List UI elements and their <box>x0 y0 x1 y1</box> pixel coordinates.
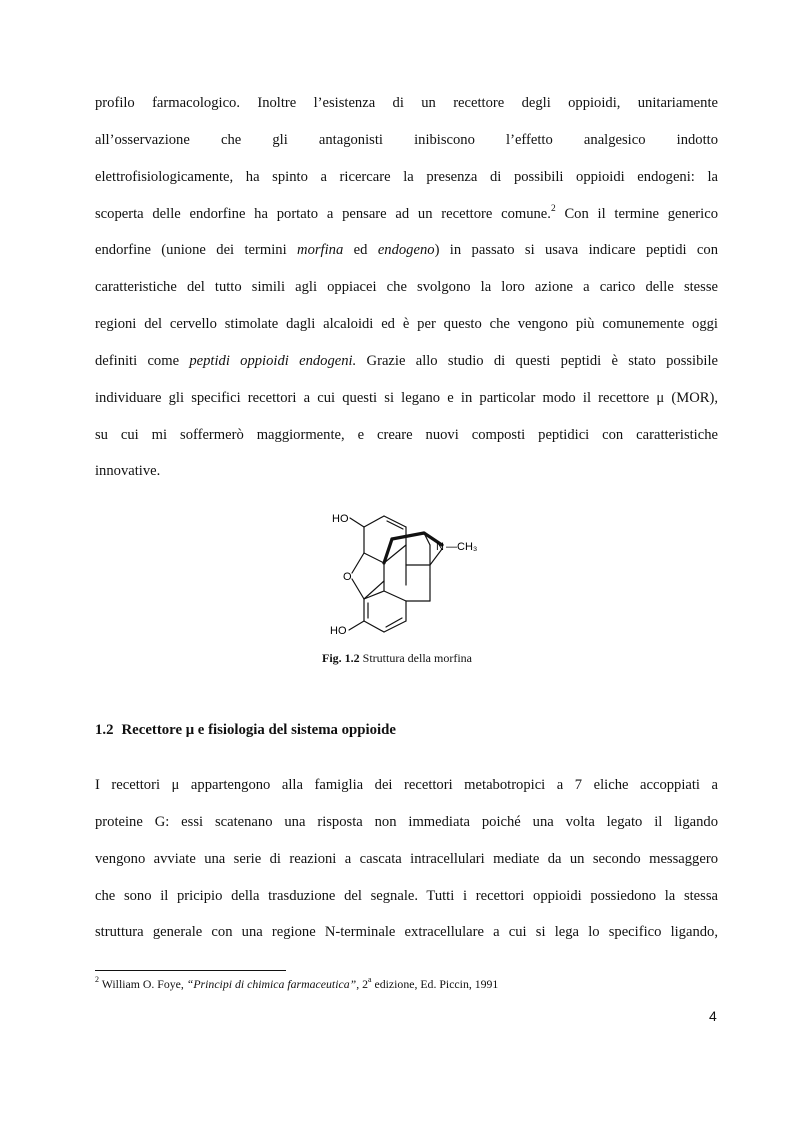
footnote-marker: 2 <box>95 975 99 985</box>
text-line: elettrofisiologicamente, ha spinto a ricercare la presenza di possibili oppioidi endogeni: la <box>95 168 718 185</box>
section-heading <box>95 722 396 739</box>
footnote-ref: 2 <box>550 203 556 214</box>
oxygen-label: O <box>343 571 352 583</box>
text-line: vengono avviate una serie di reazioni a cascata intracellulari mediate da un secondo messaggero <box>95 850 718 867</box>
text-run: ) in passato si usava indicare peptidi con <box>434 242 718 259</box>
page-number: 4 <box>709 1008 717 1024</box>
text-line: I recettori μ appartengono alla famiglia dei recettori metabotropici a 7 eliche accoppiati a <box>95 777 718 793</box>
text-run: scoperta delle endorfine ha portato a pensare ad un recettore comune. <box>95 205 551 222</box>
text-run: Grazie allo studio di questi peptidi è stato possibile <box>356 352 718 369</box>
text-run: ed <box>343 242 378 259</box>
text-line: su cui mi soffermerò maggiormente, e creare nuovi composti peptidici con caratteristiche <box>95 426 718 443</box>
text-run: definiti come <box>95 352 190 369</box>
section-title: Recettore μ e fisiologia del sistema oppioide <box>121 722 396 738</box>
footnote-title: “Principi di chimica farmaceutica” <box>186 977 357 991</box>
text-line: regioni del cervello stimolate dagli alcaloidi ed è per questo che vengono più comunemente oggi <box>95 316 718 333</box>
footnote-author: William O. Foye, <box>99 977 187 991</box>
text-line <box>95 196 718 233</box>
caption-text: Struttura della morfina <box>359 651 472 665</box>
footnote-publisher: edizione, Ed. Piccin, 1991 <box>371 977 499 991</box>
italic-term: peptidi oppioidi endogeni. <box>189 352 357 369</box>
text-line: all’osservazione che gli antagonisti inibiscono l’effetto analgesico indotto <box>95 131 718 148</box>
morphine-structure-figure <box>326 505 486 645</box>
text-line: individuare gli specifici recettori a cui questi si legano e in particolar modo il recettore μ (MOR), <box>95 389 718 406</box>
text-line: che sono il pricipio della trasduzione del segnale. Tutti i recettori oppioidi possiedono la stessa <box>95 887 718 904</box>
text-run: Con il termine generico <box>555 205 718 222</box>
footnote <box>95 977 498 992</box>
text-line: innovative. <box>95 463 161 480</box>
nitrogen-label: N <box>436 541 444 553</box>
italic-term: morfina <box>297 242 344 259</box>
hydroxyl-label-top: HO <box>332 513 349 525</box>
paragraph-2 <box>95 767 718 951</box>
text-line: struttura generale con una regione N-terminale extracellulare a cui si lega lo specifico ligando, <box>95 924 718 941</box>
methyl-label: —CH₃ <box>446 541 478 553</box>
section-number: 1.2 <box>95 722 114 738</box>
footnote-separator <box>95 970 286 971</box>
text-run: endorfine (unione dei termini <box>95 242 298 259</box>
text-line: caratteristiche del tutto simili agli oppiacei che svolgono la loro azione a carico delle stesse <box>95 279 718 296</box>
text-line: profilo farmacologico. Inoltre l’esistenza di un recettore degli oppioidi, unitariamente <box>95 95 718 111</box>
paragraph-1 <box>95 85 718 490</box>
figure-caption <box>0 651 794 666</box>
text-line <box>95 343 718 380</box>
hydroxyl-label-bottom: HO <box>330 625 347 637</box>
caption-label: Fig. 1.2 <box>322 651 360 665</box>
text-line: proteine G: essi scatenano una risposta non immediata poiché una volta legato il ligando <box>95 813 718 830</box>
italic-term: endogeno <box>377 242 435 259</box>
footnote-edition: , 2 <box>356 977 368 991</box>
footnote-edition-sup: a <box>367 975 372 985</box>
text-line <box>95 232 718 269</box>
